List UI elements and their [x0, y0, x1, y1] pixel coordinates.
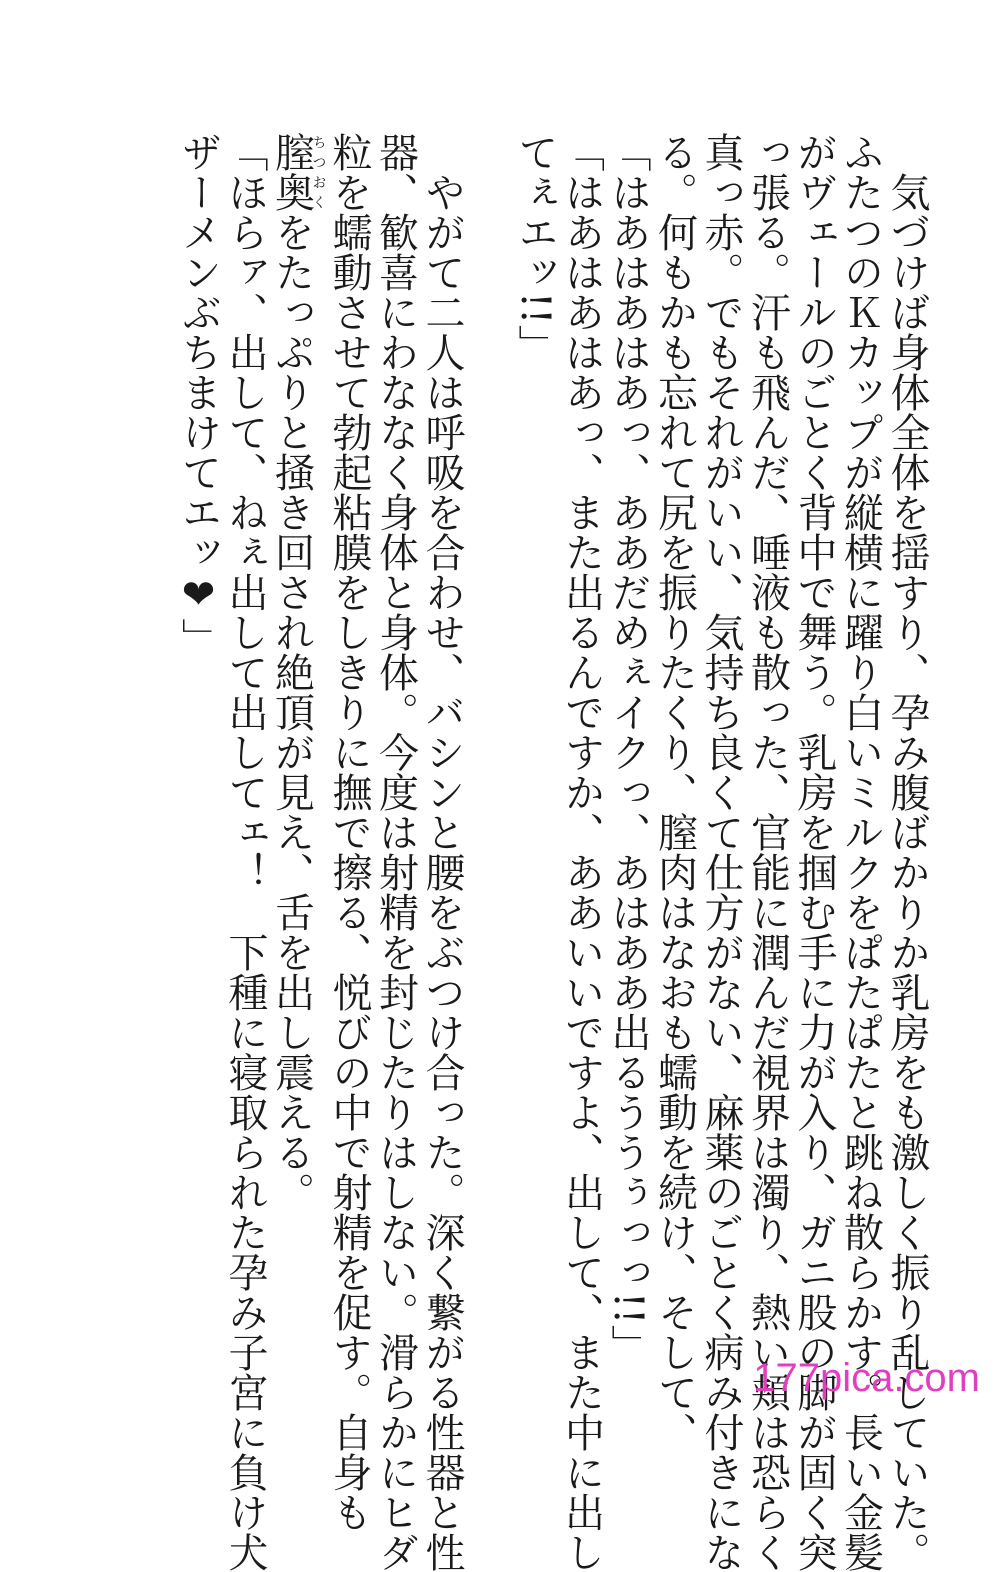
ruby-annotation [268, 132, 327, 212]
text-line: がヴェールのごとく背中で舞う。乳房を掴む手に力が入り、ガニ股の脚が固く突 [791, 132, 837, 1572]
ruby-base: 膣奥 [268, 132, 315, 212]
text-line: 粒を蠕動させて勃起粘膜をしきりに撫で擦る、悦びの中で射精を促す。自身も [326, 132, 372, 1532]
ruby-line-rest: をたっぷりと掻き回され絶頂が見え、舌を出し震える。 [268, 212, 315, 1212]
text-line: る。何もかも忘れて尻を振りたくり、膣肉はなおも蠕動を続け、そして、 [651, 132, 698, 1452]
text-line: 器、歓喜にわななく身体と身体。今度は射精を封じたりはしない。滑らかにヒダ [372, 132, 419, 1572]
text-line: ザーメンぶちまけてエッ❤」 [175, 132, 222, 658]
text-line-with-ruby [268, 132, 326, 1372]
ruby-reading: ちつおく [310, 132, 327, 212]
text-line: っ張る。汗も飛んだ、唾液も散った、官能に潤んだ視界は濁り、熱い頬は恐らく [744, 132, 791, 1572]
text-line: やがて二人は呼吸を合わせ、バシンと腰をぶつけ合った。深く繋がる性器と性 [419, 132, 465, 1572]
text-line: 「ほらァ、出して、ねぇ出して出してェ！ 下種に寝取られた孕み子宮に負け犬 [222, 132, 268, 1572]
text-line: てぇエッ!!」 [512, 132, 558, 365]
text-line: 気づけば身体全体を揺すり、孕み腹ばかりか乳房をも激しく振り乱していた。 [884, 132, 930, 1572]
text-line: 真っ赤。でもそれがいい、気持ち良くて仕方がない、麻薬のごとく病み付きにな [698, 132, 744, 1572]
watermark: 177pica.com [753, 1356, 980, 1400]
text-line: 「はあはあはあっ、ああだめぇイクっ、あはああ出るううぅっっ!!」 [605, 132, 651, 1365]
text-line: 「はあはあはあっ、また出るんですか、ああいいですよ、出して、また中に出し [558, 132, 605, 1572]
text-line: ふたつのＫカップが縦横に躍り白いミルクをぱたぱたと跳ね散らかす。長い金髪 [837, 132, 884, 1572]
paragraph-gap [465, 132, 512, 1372]
